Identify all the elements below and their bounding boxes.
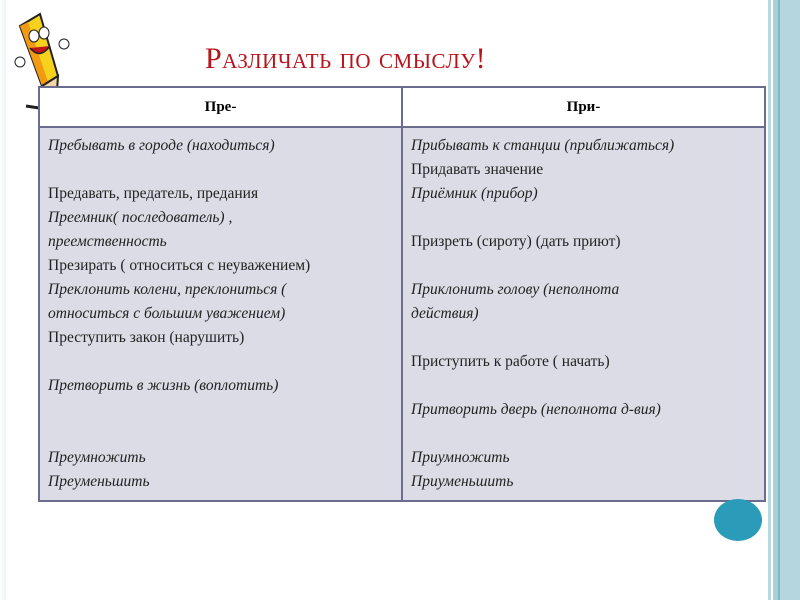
table-header-row <box>39 87 765 127</box>
pri-example-line: действия) <box>411 305 479 322</box>
pri-column-cell <box>402 127 765 501</box>
pri-example-line <box>411 254 756 278</box>
pre-example-line: Преступить закон (нарушить) <box>48 329 245 346</box>
pre-example-line: Преуменьшить <box>48 473 150 490</box>
pri-example-line: Придавать значение <box>411 161 544 178</box>
pri-example-line: Призреть (сироту) (дать приют) <box>411 233 621 250</box>
comparison-table <box>38 86 766 502</box>
pre-example-line: преемственность <box>48 233 167 250</box>
pre-example-line: Пребывать в городе (находиться) <box>48 137 275 154</box>
pri-example-line: Приумножить <box>411 449 510 466</box>
pre-example-line: относиться с большим уважением) <box>48 305 286 322</box>
pri-example-line: Приклонить голову (неполнота <box>411 281 620 298</box>
pre-example-line <box>48 422 393 446</box>
pre-example-line <box>48 158 393 182</box>
pri-example-line: Приуменьшить <box>411 473 514 490</box>
pre-example-line: Преумножить <box>48 449 146 466</box>
pri-example-line <box>411 206 756 230</box>
pre-example-line <box>48 398 393 422</box>
pri-example-line <box>411 374 756 398</box>
pre-example-line: Преемник( последователь) , <box>48 209 233 226</box>
pre-example-line: Преклонить колени, преклониться ( <box>48 281 287 298</box>
pre-example-line: Претворить в жизнь (воплотить) <box>48 377 279 394</box>
header-pri: При- <box>402 87 765 127</box>
right-stripes-decoration <box>766 0 800 600</box>
pri-example-line: Прибывать к станции (приближаться) <box>411 137 675 154</box>
pri-example-line: Приёмник (прибор) <box>411 185 538 202</box>
slide-title: Различать по смыслу! <box>205 42 487 75</box>
pre-column-cell <box>39 127 402 501</box>
pri-example-line <box>411 422 756 446</box>
decorative-circle <box>714 499 762 541</box>
pre-example-line: Презирать ( относиться с неуважением) <box>48 257 311 274</box>
table-row <box>39 127 765 501</box>
header-pre: Пре- <box>39 87 402 127</box>
pri-example-line <box>411 326 756 350</box>
pre-example-line: Предавать, предатель, предания <box>48 185 259 202</box>
pre-example-line <box>48 350 393 374</box>
pri-example-line: Притворить дверь (неполнота д-вия) <box>411 401 661 418</box>
pri-example-line: Приступить к работе ( начать) <box>411 353 610 370</box>
